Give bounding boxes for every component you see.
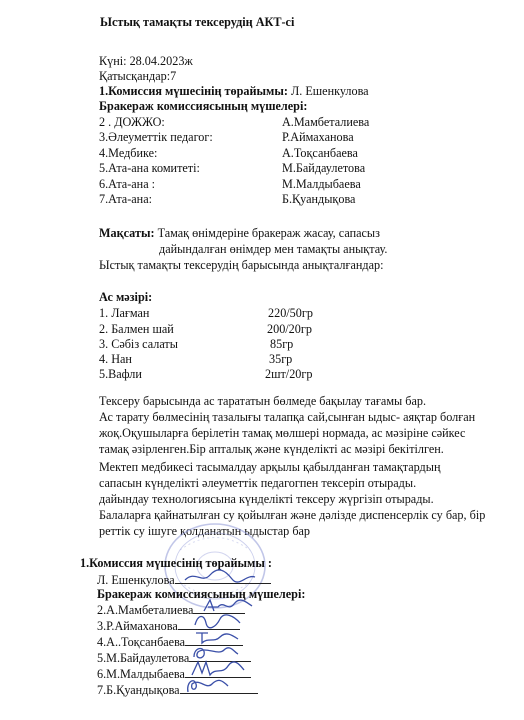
menu-item: 5.Вафли (99, 367, 142, 381)
member-name: М.Байдаулетова (282, 161, 366, 175)
sign-member-name: 7.Б.Қуандықова (97, 683, 180, 697)
handwritten-signature (180, 566, 260, 588)
member-role: 3.Әлеуметтік педагог: (99, 130, 213, 144)
date-line: Күні: 28.04.2023ж (99, 54, 193, 68)
member-name: М.Малдыбаева (282, 177, 361, 191)
body-line: Ас тарату бөлмесінің тазалығы талапқа сай,сынған ыдыс- аяқтар болған (99, 410, 476, 424)
sign-chair-label: 1.Комиссия мүшесінің төрайымы : (80, 556, 272, 570)
body-line: реттік су ішуге қолданатын ыдыстар бар (99, 524, 311, 538)
member-name: А.Тоқсанбаева (282, 146, 358, 160)
menu-portion: 200/20гр (267, 322, 312, 336)
document-title: Ыстық тамақты тексерудің АКТ-сі (100, 15, 295, 29)
menu-item: 3. Сәбіз салаты (99, 337, 178, 351)
chair-line (99, 84, 369, 99)
member-role: 4.Медбике: (99, 146, 158, 160)
sign-member-name: 5.М.Байдаулетова (97, 651, 190, 665)
handwritten-signature (182, 674, 232, 696)
menu-portion: 85гр (270, 337, 294, 351)
member-name: А.Мамбеталиева (282, 115, 370, 129)
chair-label: 1.Комиссия мүшесінің төрайымы: (99, 84, 288, 98)
findings-intro: Ыстық тамақты тексерудің барысында анықталғандар: (99, 258, 384, 272)
body-line: жоқ.Оқушыларға берілетін тамақ мөлшері нормада, ас мәзіріне сәйкес (99, 426, 466, 440)
body-line: тамақ әзірленген.Бір апталық және күнделікті ас мәзірі бекітілген. (99, 442, 444, 456)
purpose-line (99, 226, 380, 241)
menu-portion: 35гр (269, 352, 293, 366)
menu-portion: 220/50гр (268, 306, 313, 320)
menu-portion: 2шт/20гр (265, 367, 313, 381)
member-role: 2 . ДОЖЖО: (99, 115, 165, 129)
chair-name: Л. Ешенкулова (287, 84, 369, 98)
member-name: Р.Аймаханова (282, 130, 354, 144)
body-line: сапасын күнделікті әлеуметтік педагогпен тексеріп отырады. (99, 476, 417, 490)
body-line: Балаларға қайнатылған су қойылған және дәлізде диспенсерлік су бар, бір (99, 508, 486, 522)
sign-member-name: 3.Р.Аймаханова (97, 619, 178, 633)
menu-item: 4. Нан (99, 352, 132, 366)
body-line: Мектеп медбикесі тасымалдау арқылы қабылданған тамақтардың (99, 460, 441, 474)
menu-heading: Ас мәзірі: (99, 290, 153, 304)
sign-member-name: 2.А.Мамбеталиева (97, 603, 194, 617)
purpose-label: Мақсаты: (99, 226, 155, 240)
sign-member-name: 4.А..Тоқсанбаева (97, 635, 186, 649)
sign-member-row (97, 682, 258, 698)
purpose-text-2: дайындалған өнімдер мен тамақты анықтау. (159, 242, 388, 256)
purpose-text-1: Тамақ өнімдеріне бракераж жасау, сапасыз (154, 226, 380, 240)
member-name: Б.Қуандықова (282, 192, 356, 206)
body-line: Тексеру барысында ас тарататын бөлмеде бақылау тағамы бар. (99, 394, 427, 408)
participants-line: Қатысқандар:7 (99, 69, 177, 83)
menu-item: 2. Балмен шай (99, 322, 174, 336)
menu-item: 1. Лағман (99, 306, 150, 320)
members-heading: Бракераж комиссиясының мүшелері: (99, 99, 308, 113)
sign-members-heading: Бракераж комиссиясының мүшелері: (97, 587, 306, 601)
sign-chair-name: Л. Ешенкулова (97, 573, 175, 587)
sign-member-name: 6.М.Малдыбаева (97, 667, 185, 681)
member-role: 5.Ата-ана комитеті: (99, 161, 200, 175)
member-role: 6.Ата-ана : (99, 177, 156, 191)
body-line: дайындау технологиясына күнделікті тексеру жүргізіп отырады. (99, 492, 434, 506)
member-role: 7.Ата-ана: (99, 192, 153, 206)
